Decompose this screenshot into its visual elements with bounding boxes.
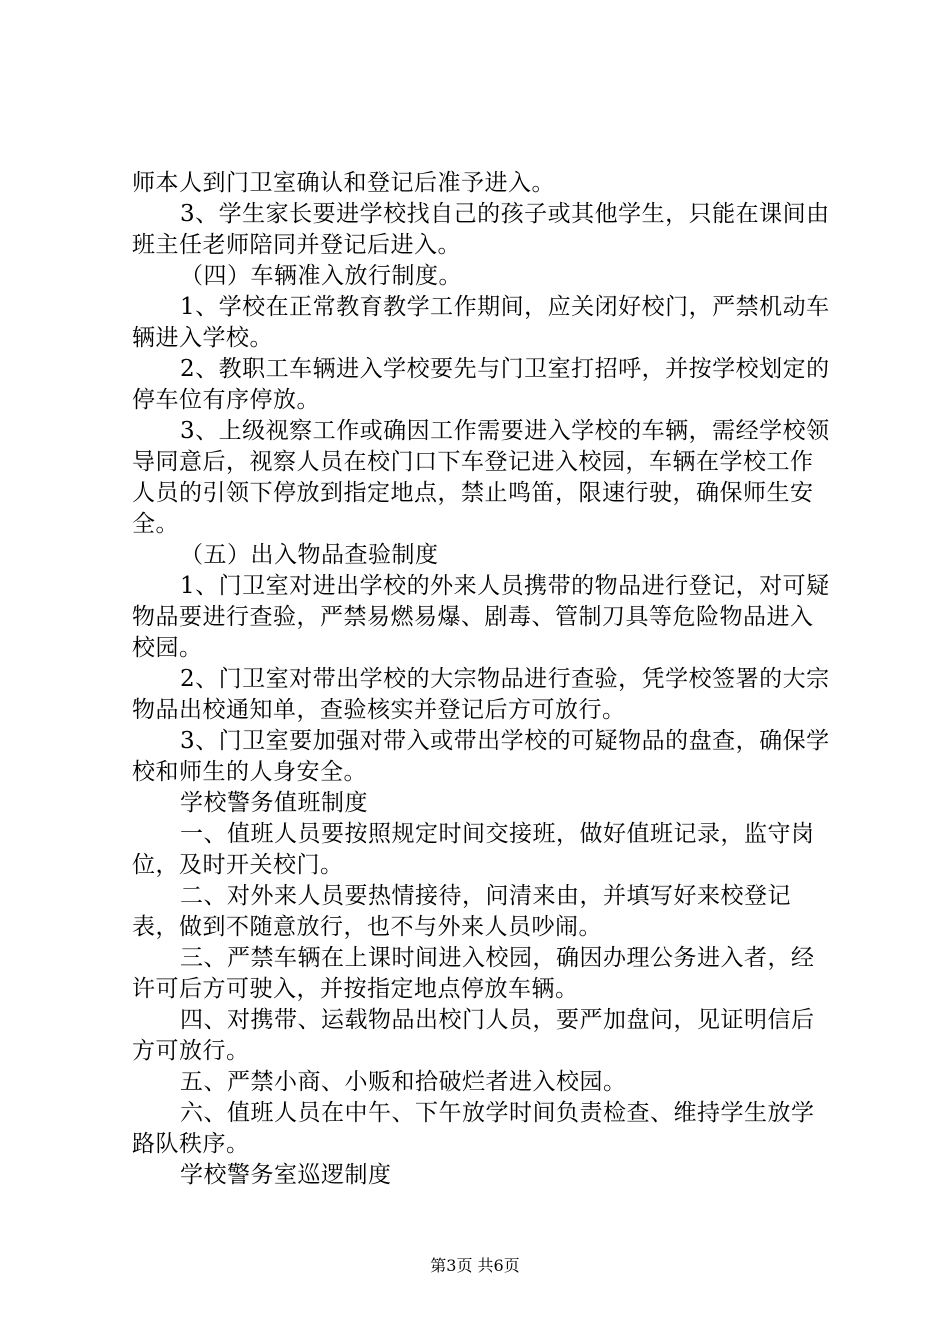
paragraph: 1、学校在正常教育教学工作期间，应关闭好校门，严禁机动车辆进入学校。 [132,294,830,351]
paragraph: 3、上级视察工作或确因工作需要进入学校的车辆，需经学校领导同意后，视察人员在校门口下车登记进入校园，车辆在学校工作人员的引领下停放到指定地点，禁止鸣笛，限速行驶，确保师生安全。 [132,418,830,537]
paragraph: 五、严禁小商、小贩和拾破烂者进入校园。 [180,1069,627,1095]
paragraph: 四、对携带、运载物品出校门人员，要严加盘问，见证明信后方可放行。 [132,1007,815,1064]
section-title: 学校警务值班制度 [180,790,368,816]
paragraph: 2、门卫室对带出学校的大宗物品进行查验，凭学校签署的大宗物品出校通知单，查验核实并登记后方可放行。 [132,666,830,723]
page-footer [0,1256,950,1276]
page-number-label: 第3页 共6页 [430,1256,520,1275]
paragraph: 二、对外来人员要热情接待，问清来由，并填写好来校登记表，做到不随意放行，也不与外来人员吵闹。 [132,883,791,940]
paragraph: 六、值班人员在中午、下午放学时间负责检查、维持学生放学路队秩序。 [132,1100,815,1157]
section-heading: （五）出入物品查验制度 [180,542,439,568]
section-title: 学校警务室巡逻制度 [180,1162,392,1188]
paragraph: 师本人到门卫室确认和登记后准予进入。 [132,170,555,196]
paragraph: 三、严禁车辆在上课时间进入校园，确因办理公务进入者，经许可后方可驶入，并按指定地点停放车辆。 [132,945,815,1002]
document-body [132,168,832,1191]
paragraph: 3、学生家长要进学校找自己的孩子或其他学生，只能在课间由班主任老师陪同并登记后进入。 [132,201,830,258]
section-heading: （四）车辆准入放行制度。 [180,263,462,289]
paragraph: 3、门卫室要加强对带入或带出学校的可疑物品的盘查，确保学校和师生的人身安全。 [132,728,830,785]
paragraph: 1、门卫室对进出学校的外来人员携带的物品进行登记，对可疑物品要进行查验，严禁易燃易爆、剧毒、管制刀具等危险物品进入校园。 [132,573,830,661]
paragraph: 一、值班人员要按照规定时间交接班，做好值班记录，监守岗位，及时开关校门。 [132,821,815,878]
paragraph: 2、教职工车辆进入学校要先与门卫室打招呼，并按学校划定的停车位有序停放。 [132,356,830,413]
